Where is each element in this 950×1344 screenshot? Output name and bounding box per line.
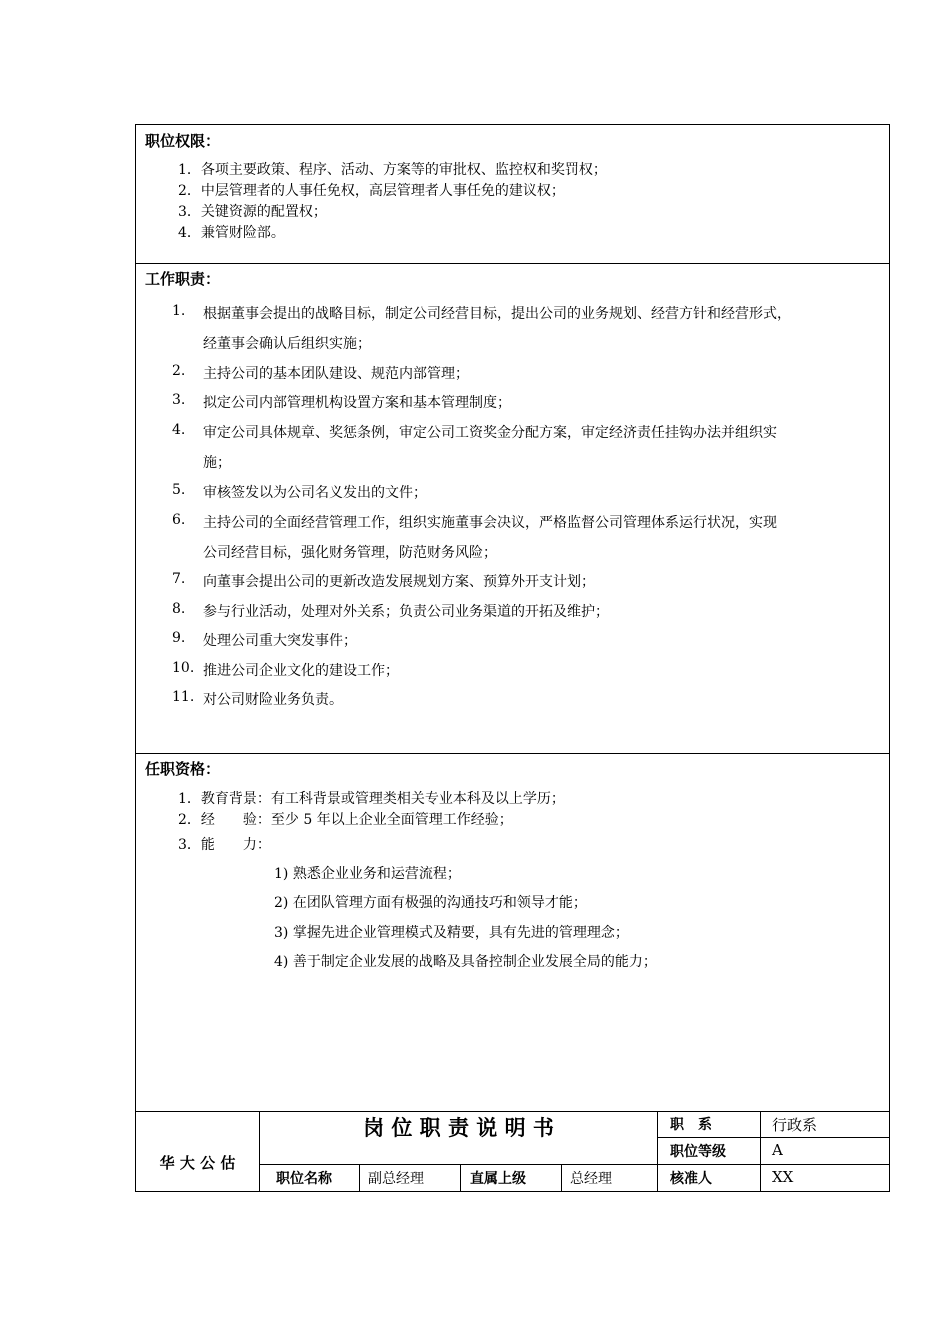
item-number: 4． [178,225,201,241]
duty-text: 处理公司重大突发事件； [203,633,357,649]
qualification-item [178,834,271,854]
authority-item [178,159,607,179]
ability-item: 3) 掌握先进企业管理模式及精要，具有先进的管理理念； [274,925,629,941]
item-text: 关键资源的配置权； [200,204,327,220]
duty-text: 主持公司的基本团队建设、规范内部管理； [203,366,469,382]
item-number: 3． [178,204,201,220]
superior-label: 直属上级 [461,1165,562,1192]
item-text: 有工科背景或管理类相关专业本科及以上学历； [270,791,565,807]
duty-number: 3. [172,392,186,408]
qualifications-heading: 任职资格： [145,760,221,778]
duty-number: 11. [172,689,195,705]
item-text: 各项主要政策、程序、活动、方案等的审批权、监控权和奖罚权； [200,162,607,178]
item-text: 中层管理者的人事任免权，高层管理者人事任免的建议权； [200,183,565,199]
duty-text: 参与行业活动，处理对外关系；负责公司业务渠道的开拓及维护； [203,604,609,620]
footer-table [136,1111,889,1192]
qualification-item [178,788,565,808]
duty-number: 2. [172,363,186,379]
duty-number: 7. [172,571,186,587]
company-name: 华 大 公 估 [136,1111,260,1192]
approver-label: 核准人 [658,1165,761,1192]
qualification-item [178,809,513,829]
section-divider [136,263,889,264]
item-number: 1． [178,162,201,178]
duty-number: 4. [172,422,186,438]
grade-label: 职位等级 [658,1138,761,1165]
authority-item [178,201,327,221]
ability-item: 4) 善于制定企业发展的战略及具备控制企业发展全局的能力； [274,954,657,970]
duty-text: 拟定公司内部管理机构设置方案和基本管理制度； [203,395,511,411]
authority-heading: 职位权限： [145,132,221,150]
job-description-form [135,124,890,1192]
item-number: 2． [178,812,201,828]
item-label: 能 力： [200,837,271,853]
item-text: 兼管财险部。 [200,225,285,241]
duty-number: 1. [172,303,186,319]
item-number: 3． [178,837,201,853]
duties-heading: 工作职责： [145,270,221,288]
authority-item [178,180,565,200]
dept-label: 职 系 [658,1111,761,1138]
approver-value: XX [772,1168,794,1186]
document-title: 岗 位 职 责 说 明 书 [260,1111,658,1165]
item-label: 教育背景： [200,791,271,807]
dept-value: 行政系 [761,1111,890,1138]
item-number: 1． [178,791,201,807]
duty-text: 根据董事会提出的战略目标，制定公司经营目标，提出公司的业务规划、经营方针和经营形式， [203,306,791,322]
duty-text: 施； [203,455,231,471]
duty-number: 10. [172,660,195,676]
authority-item [178,222,285,242]
superior-value: 总经理 [562,1165,658,1192]
ability-item: 2) 在团队管理方面有极强的沟通技巧和领导才能； [274,895,587,911]
item-label: 经 验： [200,812,271,828]
duty-text: 公司经营目标，强化财务管理，防范财务风险； [203,545,497,561]
item-number: 2． [178,183,201,199]
duty-text: 对公司财险业务负责。 [203,692,343,708]
duty-number: 5. [172,482,186,498]
duty-number: 8. [172,601,186,617]
item-text: 至少 5 年以上企业全面管理工作经验； [270,812,513,828]
duty-text: 向董事会提出公司的更新改造发展规划方案、预算外开支计划； [203,574,595,590]
duty-text: 审核签发以为公司名义发出的文件； [203,485,427,501]
position-label: 职位名称 [260,1165,360,1192]
duty-number: 9. [172,630,186,646]
section-divider [136,753,889,754]
duty-text: 主持公司的全面经营管理工作，组织实施董事会决议，严格监督公司管理体系运行状况，实现 [203,515,777,531]
duty-number: 6. [172,512,186,528]
duty-text: 审定公司具体规章、奖惩条例，审定公司工资奖金分配方案，审定经济责任挂钩办法并组织实 [203,425,777,441]
duty-text: 经董事会确认后组织实施； [203,336,371,352]
position-value: 副总经理 [360,1165,461,1192]
duty-text: 推进公司企业文化的建设工作； [203,663,399,679]
ability-item: 1) 熟悉企业业务和运营流程； [274,866,461,882]
grade-value: A [761,1138,890,1165]
